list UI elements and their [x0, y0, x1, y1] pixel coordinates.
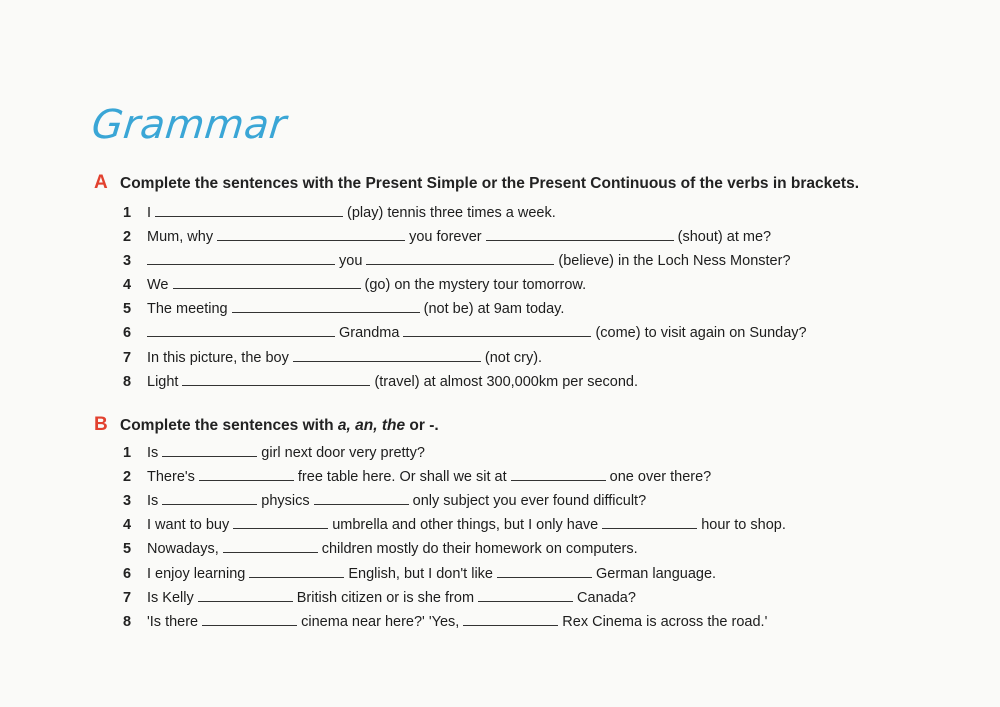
answer-blank[interactable]	[198, 600, 293, 602]
item-text: Grandma	[339, 325, 400, 341]
item-number: 1	[123, 205, 132, 221]
exercise-b-item-5	[123, 541, 638, 557]
section-b-instruction-options: a, an, the	[337, 417, 406, 434]
item-text: I enjoy learning	[147, 566, 246, 582]
answer-blank[interactable]	[147, 335, 335, 337]
item-text: I want to buy	[147, 517, 230, 533]
item-text: Rex Cinema is across the road.'	[562, 614, 768, 630]
item-text: hour to shop.	[701, 517, 786, 533]
item-text: only subject you ever found difficult?	[412, 493, 647, 509]
item-number: 7	[123, 590, 132, 606]
answer-blank[interactable]	[232, 311, 420, 313]
item-text: (play) tennis three times a week.	[347, 205, 556, 221]
item-number: 6	[123, 325, 132, 341]
exercise-a-item-4	[123, 277, 586, 293]
answer-blank[interactable]	[162, 503, 257, 505]
item-text: Mum, why	[147, 229, 214, 245]
exercise-b-item-2	[123, 469, 711, 485]
section-b-instruction-prefix: Complete the sentences with	[120, 417, 334, 434]
exercise-b-item-4	[123, 517, 786, 533]
answer-blank[interactable]	[182, 384, 370, 386]
exercise-a-item-8	[123, 374, 638, 390]
item-number: 2	[123, 469, 132, 485]
item-text: There's	[147, 469, 195, 485]
item-text: one over there?	[609, 469, 712, 485]
item-text: (come) to visit again on Sunday?	[595, 325, 807, 341]
answer-blank[interactable]	[155, 215, 343, 217]
item-text: Light	[147, 374, 179, 390]
item-number: 3	[123, 493, 132, 509]
item-number: 4	[123, 277, 132, 293]
exercise-a-item-2	[123, 229, 771, 245]
item-text: English, but I don't like	[348, 566, 493, 582]
exercise-a-item-5	[123, 301, 564, 317]
answer-blank[interactable]	[173, 287, 361, 289]
answer-blank[interactable]	[223, 551, 318, 553]
item-text: girl next door very pretty?	[261, 445, 425, 461]
answer-blank[interactable]	[497, 576, 592, 578]
exercise-a-item-6	[123, 325, 807, 341]
item-text: (believe) in the Loch Ness Monster?	[558, 253, 791, 269]
answer-blank[interactable]	[233, 527, 328, 529]
item-number: 6	[123, 566, 132, 582]
item-text: you forever	[409, 229, 482, 245]
item-text: free table here. Or shall we sit at	[297, 469, 507, 485]
answer-blank[interactable]	[314, 503, 409, 505]
item-text: (shout) at me?	[677, 229, 772, 245]
item-text: (travel) at almost 300,000km per second.	[374, 374, 638, 390]
answer-blank[interactable]	[293, 360, 481, 362]
item-number: 4	[123, 517, 132, 533]
section-b-instruction-suffix: or -.	[409, 417, 439, 434]
item-text: (not be) at 9am today.	[423, 301, 565, 317]
section-b-heading	[94, 414, 439, 436]
item-number: 3	[123, 253, 132, 269]
item-text: cinema near here?' 'Yes,	[301, 614, 460, 630]
section-b-letter: B	[94, 414, 108, 435]
section-a-letter: A	[94, 172, 108, 193]
answer-blank[interactable]	[366, 263, 554, 265]
answer-blank[interactable]	[217, 239, 405, 241]
section-a-heading	[94, 172, 859, 194]
answer-blank[interactable]	[511, 479, 606, 481]
item-number: 7	[123, 350, 132, 366]
item-number: 8	[123, 614, 132, 630]
answer-blank[interactable]	[147, 263, 335, 265]
exercise-b-item-8	[123, 614, 767, 630]
item-text: I	[147, 205, 152, 221]
exercise-a-item-1	[123, 205, 556, 221]
item-text: 'Is there	[147, 614, 199, 630]
exercise-a-item-3	[123, 253, 791, 269]
answer-blank[interactable]	[202, 624, 297, 626]
item-number: 2	[123, 229, 132, 245]
exercise-b-item-6	[123, 566, 716, 582]
item-text: umbrella and other things, but I only have	[332, 517, 599, 533]
answer-blank[interactable]	[403, 335, 591, 337]
answer-blank[interactable]	[463, 624, 558, 626]
item-text: British citizen or is she from	[296, 590, 475, 606]
item-text: Nowadays,	[147, 541, 219, 557]
exercise-a-item-7	[123, 350, 542, 366]
answer-blank[interactable]	[478, 600, 573, 602]
answer-blank[interactable]	[249, 576, 344, 578]
answer-blank[interactable]	[199, 479, 294, 481]
item-number: 5	[123, 541, 132, 557]
exercise-b-item-3	[123, 493, 646, 509]
item-text: (not cry).	[484, 350, 543, 366]
item-text: We	[147, 277, 169, 293]
item-number: 1	[123, 445, 132, 461]
item-text: In this picture, the boy	[147, 350, 289, 366]
exercise-b-item-1	[123, 445, 425, 461]
item-number: 5	[123, 301, 132, 317]
item-text: (go) on the mystery tour tomorrow.	[364, 277, 587, 293]
answer-blank[interactable]	[602, 527, 697, 529]
item-number: 8	[123, 374, 132, 390]
answer-blank[interactable]	[162, 455, 257, 457]
answer-blank[interactable]	[486, 239, 674, 241]
item-text: children mostly do their homework on computers.	[321, 541, 638, 557]
item-text: Is	[147, 493, 159, 509]
item-text: physics	[261, 493, 310, 509]
item-text: The meeting	[147, 301, 228, 317]
item-text: Is	[147, 445, 159, 461]
item-text: Is Kelly	[147, 590, 194, 606]
page-title: Grammar	[89, 102, 289, 148]
item-text: Canada?	[577, 590, 636, 606]
item-text: you	[339, 253, 363, 269]
section-a-instruction: Complete the sentences with the Present Simple or the Present Continuous of the verbs in brackets.	[120, 175, 859, 192]
item-text: German language.	[595, 566, 717, 582]
exercise-b-item-7	[123, 590, 636, 606]
